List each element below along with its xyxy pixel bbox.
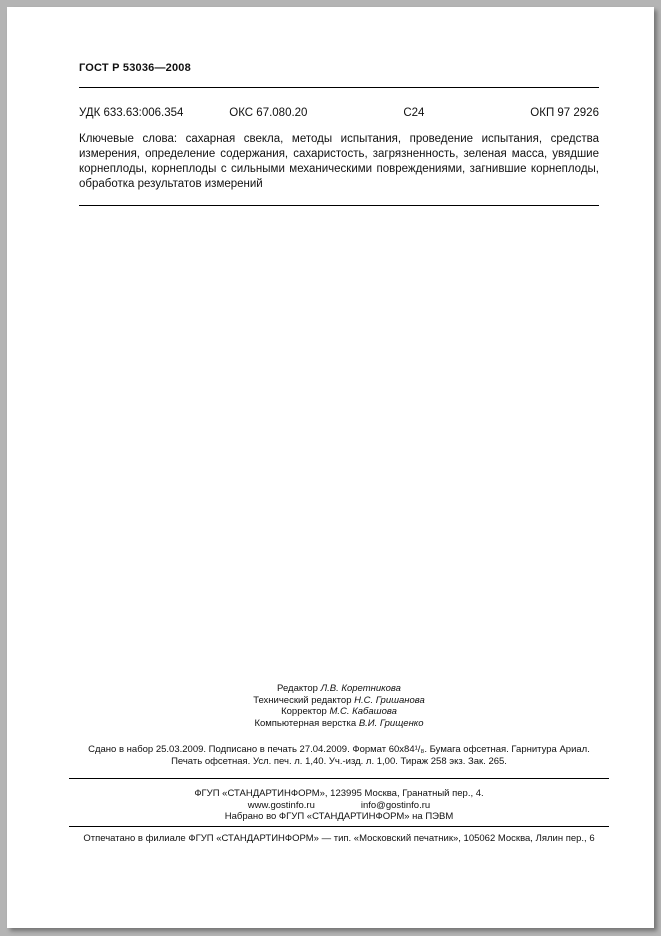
- publisher-typeset-note: Набрано во ФГУП «СТАНДАРТИНФОРМ» на ПЭВМ: [224, 811, 454, 822]
- imprint-line-2: Печать офсетная. Усл. печ. л. 1,40. Уч.-изд. л. 1,00. Тираж 258 экз. Зак. 265.: [171, 756, 507, 767]
- staff-role: Корректор: [281, 706, 327, 717]
- doc-number: ГОСТ Р 53036—2008: [79, 62, 191, 74]
- imprint-line-1: Сдано в набор 25.03.2009. Подписано в печать 27.04.2009. Формат 60х84¹/₈. Бумага офсетная. Гарнитура Ариал.: [88, 744, 590, 755]
- publisher-rule: [69, 778, 609, 779]
- editorial-staff-block: [79, 683, 599, 729]
- blank-space: [79, 206, 599, 683]
- imprint-block: [79, 744, 599, 768]
- staff-name: Н.С. Гришанова: [354, 694, 425, 706]
- classification-codes-row: [79, 107, 599, 119]
- staff-row-technical-editor: [79, 695, 599, 707]
- document-page: [7, 7, 654, 928]
- staff-role: Технический редактор: [253, 694, 352, 706]
- staff-name: Л.В. Коретникова: [320, 683, 401, 694]
- staff-row-editor: [79, 683, 599, 695]
- publisher-email: info@gostinfo.ru: [360, 799, 431, 811]
- header-rule: [79, 87, 599, 88]
- keywords-paragraph: Ключевые слова: сахарная свекла, методы испытания, проведение испытания, средства измерения, определение содержания, сахаристость, загрязненность, зеленая масса, увядшие корнеплоды, корнеплоды с сильными механическими повреждениями, загнившие корнеплоды, обработка результатов измерений: [79, 133, 599, 190]
- publisher-block: [79, 788, 599, 823]
- publisher-website: www.gostinfo.ru: [247, 799, 315, 811]
- staff-role: Редактор: [277, 683, 318, 694]
- staff-role: Компьютерная верстка: [254, 717, 357, 729]
- staff-name: М.С. Кабашова: [329, 706, 397, 717]
- udk-code: УДК 633.63:006.354: [79, 107, 184, 119]
- publisher-contacts: [79, 800, 599, 812]
- classifier-code: С24: [403, 107, 425, 119]
- staff-row-corrector: [79, 706, 599, 718]
- publisher-address: ФГУП «СТАНДАРТИНФОРМ», 123995 Москва, Гранатный пер., 4.: [194, 788, 484, 799]
- staff-row-layout: [79, 718, 599, 730]
- oks-code: ОКС 67.080.20: [229, 107, 308, 119]
- staff-name: В.И. Грищенко: [358, 717, 424, 729]
- page-content: [7, 7, 654, 928]
- printed-rule: [69, 826, 609, 827]
- printed-at-note: Отпечатано в филиале ФГУП «СТАНДАРТИНФОРМ» — тип. «Московский печатник», 105062 Москва, Лялин пер., 6: [83, 832, 595, 844]
- okp-code: ОКП 97 2926: [530, 107, 599, 119]
